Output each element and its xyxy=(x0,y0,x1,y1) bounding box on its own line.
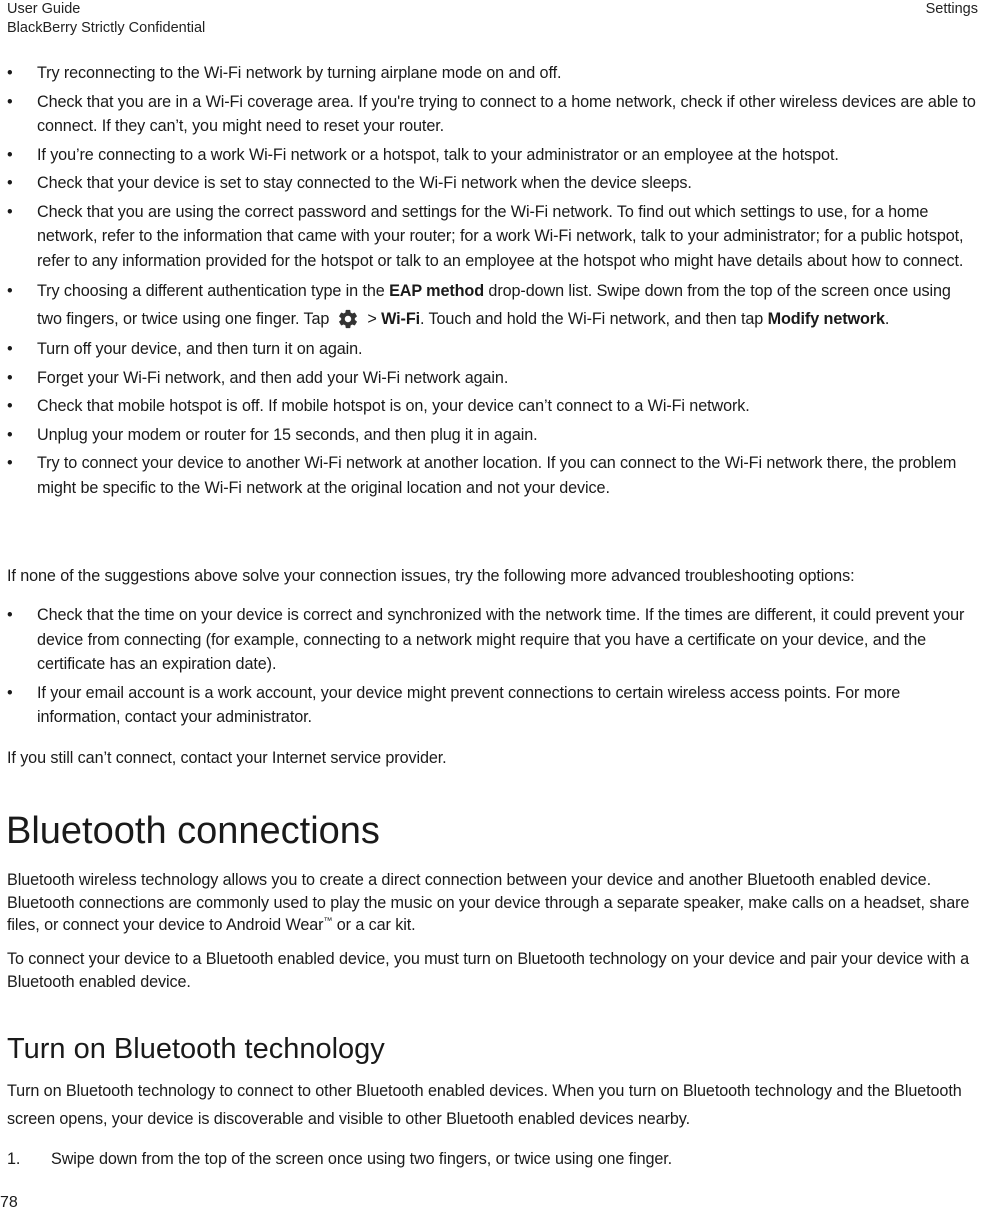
settings-gear-icon xyxy=(337,308,359,330)
list-item: • Check that you are in a Wi-Fi coverage area. If you're trying to connect to a home network, check if other wireless devices are able to connect. If they can’t, you might need to reset your router. xyxy=(7,90,979,139)
list-item: • Turn off your device, and then turn it on again. xyxy=(7,337,979,362)
advanced-tips-list xyxy=(7,603,979,734)
list-item: • Try choosing a different authentication type in the EAP method drop-down list. Swipe down from the top of the screen once using two fingers, or twice using one finger. Tap > Wi-Fi. Touch and hold the Wi-Fi network, and then tap Modify network. xyxy=(7,277,979,333)
modify-network-label: Modify network xyxy=(767,310,885,328)
list-item: • Try reconnecting to the Wi-Fi network by turning airplane mode on and off. xyxy=(7,61,979,86)
step-number: 1. xyxy=(7,1150,21,1168)
advanced-intro: If none of the suggestions above solve your connection issues, try the following more advanced troubleshooting options: xyxy=(7,567,855,585)
list-item: • Check that your device is set to stay connected to the Wi-Fi network when the device sleeps. xyxy=(7,171,979,196)
page-header-right xyxy=(926,0,978,19)
page-number: 78 xyxy=(0,1194,18,1211)
trademark-symbol: ™ xyxy=(323,915,333,926)
section-name: Settings xyxy=(925,1,978,17)
eap-method-label: EAP method xyxy=(389,282,485,300)
list-item: • If you’re connecting to a work Wi-Fi network or a hotspot, talk to your administrator or an employee at the hotspot. xyxy=(7,143,979,168)
wifi-tips-list xyxy=(7,61,979,504)
list-item: • Try to connect your device to another Wi-Fi network at another location. If you can connect to the Wi-Fi network there, the problem might be specific to the Wi-Fi network at the original location and not your device. xyxy=(7,451,979,500)
steps-list xyxy=(7,1147,979,1172)
list-item: • Check that mobile hotspot is off. If mobile hotspot is on, your device can’t connect to a Wi-Fi network. xyxy=(7,394,979,419)
bluetooth-intro: Bluetooth wireless technology allows you to create a direct connection between your device and another Bluetooth enabled device. Bluetooth connections are commonly used to play the music on your device through a separate speaker, make calls on a headset, share files, or connect your device to Android Wear™ or a car kit. xyxy=(7,871,970,934)
page-header-left xyxy=(7,0,205,38)
wifi-menu-label: Wi-Fi xyxy=(381,310,421,328)
confidentiality-label: BlackBerry Strictly Confidential xyxy=(7,20,206,36)
step-item xyxy=(7,1147,979,1172)
subsection-heading: Turn on Bluetooth technology xyxy=(7,1033,385,1065)
doc-title: User Guide xyxy=(7,1,81,17)
list-item: • If your email account is a work account, your device might prevent connections to certain wireless access points. For more information, contact your administrator. xyxy=(7,681,979,730)
turn-on-description: Turn on Bluetooth technology to connect to other Bluetooth enabled devices. When you turn on Bluetooth technology and the Bluetooth screen opens, your device is discoverable and visible to other Bluetooth enabled devices nearby. xyxy=(7,1082,962,1128)
list-item: • Check that the time on your device is correct and synchronized with the network time. If the times are different, it could prevent your device from connecting (for example, connecting to a network might require that you have a certificate on your device, and the certificate has an expiration date). xyxy=(7,603,979,677)
section-heading: Bluetooth connections xyxy=(6,810,380,852)
list-item: • Forget your Wi-Fi network, and then add your Wi-Fi network again. xyxy=(7,366,979,391)
list-item: • Check that you are using the correct password and settings for the Wi-Fi network. To find out which settings to use, for a home network, refer to the information that came with your router; for a work Wi-Fi network, talk to your administrator; for a public hotspot, refer to any information provided for the hotspot or talk to an employee at the hotspot who might have details about how to connect. xyxy=(7,200,979,274)
bluetooth-pairing-text: To connect your device to a Bluetooth enabled device, you must turn on Bluetooth technology on your device and pair your device with a Bluetooth enabled device. xyxy=(7,950,970,991)
step-text: Swipe down from the top of the screen once using two fingers, or twice using one finger. xyxy=(51,1150,673,1168)
list-item: • Unplug your modem or router for 15 seconds, and then plug it in again. xyxy=(7,423,979,448)
contact-isp-text: If you still can’t connect, contact your Internet service provider. xyxy=(7,749,447,767)
